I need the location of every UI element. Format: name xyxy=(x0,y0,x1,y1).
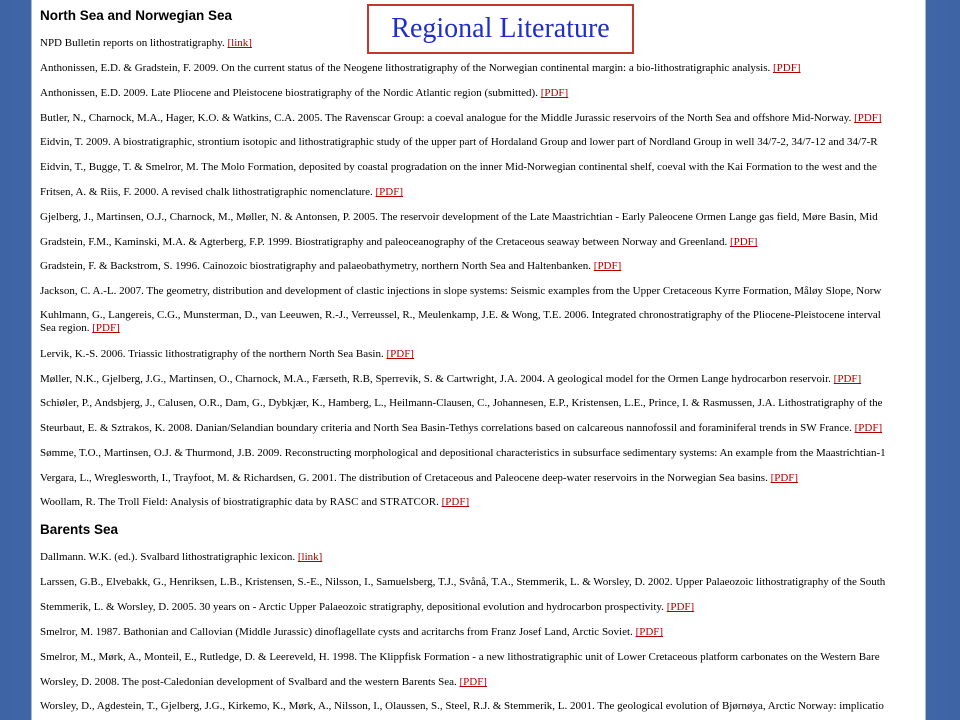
list-item: Stemmerik, L. & Worsley, D. 2005. 30 years on - Arctic Upper Palaeozoic stratigraphy, depositional evolution and hydrocarbon prospectivity. [PDF] xyxy=(40,601,695,613)
list-item: Vergara, L., Wreglesworth, I., Trayfoot, M. & Richardsen, G. 2001. The distribution of Cretaceous and Paleocene deep-water reservoirs in the Norwegian Sea basins. [PDF] xyxy=(40,472,799,484)
list-item: Gjelberg, J., Martinsen, O.J., Charnock, M., Møller, N. & Antonsen, P. 2005. The reservoir development of the Late Maastrichtian - Early Paleocene Ormen Lange gas field, Møre Basin, Mid xyxy=(40,211,878,223)
pdf-link[interactable]: [PDF] xyxy=(92,322,120,334)
list-item: Gradstein, F. & Backstrom, S. 1996. Cainozoic biostratigraphy and palaeobathymetry, northern North Sea and Haltenbanken. [PDF] xyxy=(40,260,622,272)
pdf-link[interactable]: [PDF] xyxy=(854,422,883,434)
pdf-link[interactable]: [PDF] xyxy=(459,676,487,688)
pdf-link[interactable]: [PDF] xyxy=(729,236,758,248)
list-item: Schiøler, P., Andsbjerg, J., Calusen, O.R., Dam, G., Dybkjær, K., Hamberg, L., Heilmann-Clausen, C., Johannesen, E.P., Kristensen, L.E., Prince, I. & Rasmussen, J.A. Lithostratigraphy of the xyxy=(40,397,883,409)
list-item: Woollam, R. The Troll Field: Analysis of biostratigraphic data by RASC and STRATCOR. [PDF] xyxy=(40,496,470,508)
slide-title: Regional Literature xyxy=(367,4,634,54)
list-item: Steurbaut, E. & Sztrakos, K. 2008. Danian/Selandian boundary criteria and North Sea Basin-Tethys correlations based on calcareous nannofossil and foraminiferal trends in SW France. [PDF] xyxy=(40,422,883,434)
list-item: Jackson, C. A.-L. 2007. The geometry, distribution and development of clastic injections in slope systems: Seismic examples from the Upper Cretaceous Kyrre Formation, Måløy Slope, Norw xyxy=(40,285,882,297)
pdf-link[interactable]: [PDF] xyxy=(540,87,569,99)
literature-document xyxy=(31,0,926,720)
pdf-link[interactable]: [PDF] xyxy=(593,260,622,272)
pdf-link[interactable]: [PDF] xyxy=(773,62,801,74)
list-item: Worsley, D., Agdestein, T., Gjelberg, J.G., Kirkemo, K., Mørk, A., Nilsson, I., Olaussen, S., Steel, R.J. & Stemmerik, L. 2001. The geological evolution of Bjørnøya, Arctic Norway: implicatio xyxy=(40,700,884,712)
list-item: Fritsen, A. & Riis, F. 2000. A revised chalk lithostratigraphic nomenclature. [PDF] xyxy=(40,186,404,198)
list-item: Møller, N.K., Gjelberg, J.G., Martinsen, O., Charnock, M.A., Færseth, R.B, Sperrevik, S. & Cartwright, J.A. 2004. A geological model for the Ormen Lange hydrocarbon reservoir. [PDF] xyxy=(40,373,862,385)
section-heading-north-sea: North Sea and Norwegian Sea xyxy=(40,8,233,23)
pdf-link[interactable]: [PDF] xyxy=(854,112,882,124)
list-item: Dallmann. W.K. (ed.). Svalbard lithostratigraphic lexicon. [link] xyxy=(40,551,323,563)
pdf-link[interactable]: [PDF] xyxy=(833,373,862,385)
list-item: Anthonissen, E.D. 2009. Late Pliocene and Pleistocene biostratigraphy of the Nordic Atlantic region (submitted). [PDF] xyxy=(40,87,569,99)
list-item: Worsley, D. 2008. The post-Caledonian development of Svalbard and the western Barents Sea. [PDF] xyxy=(40,676,487,688)
pdf-link[interactable]: [PDF] xyxy=(635,626,664,638)
link-button[interactable]: [link] xyxy=(227,37,252,49)
pdf-link[interactable]: [PDF] xyxy=(386,348,414,360)
list-item: Butler, N., Charnock, M.A., Hager, K.O. & Watkins, C.A. 2005. The Ravenscar Group: a coeval analogue for the Middle Jurassic reservoirs of the North Sea and offshore Mid-Norway. [PDF] xyxy=(40,112,882,124)
pdf-link[interactable]: [PDF] xyxy=(375,186,404,198)
list-item: Eidvin, T., Bugge, T. & Smelror, M. The Molo Formation, deposited by coastal progradation on the inner Mid-Norwegian continental shelf, coeval with the Kai Formation to the west and the xyxy=(40,161,877,173)
list-item: Lervik, K.-S. 2006. Triassic lithostratigraphy of the northern North Sea Basin. [PDF] xyxy=(40,348,414,360)
list-item: Eidvin, T. 2009. A biostratigraphic, strontium isotopic and lithostratigraphic study of the upper part of Hordaland Group and lower part of Nordland Group in well 34/7-2, 34/7-12 and 34/7-R xyxy=(40,136,878,148)
list-item: Larssen, G.B., Elvebakk, G., Henriksen, L.B., Kristensen, S.-E., Nilsson, I., Samuelsberg, T.J., Svånå, T.A., Stemmerik, L. & Worsley, D. 2002. Upper Palaeozoic lithostratigraphy of the South xyxy=(40,576,886,588)
section-heading-barents-sea: Barents Sea xyxy=(40,522,119,537)
link-button[interactable]: [link] xyxy=(297,551,323,563)
list-item: Sømme, T.O., Martinsen, O.J. & Thurmond, J.B. 2009. Reconstructing morphological and depositional characteristics in subsurface sedimentary systems: An example from the Maastrichtian-1 xyxy=(40,447,886,459)
pdf-link[interactable]: [PDF] xyxy=(770,472,799,484)
list-item: Kuhlmann, G., Langereis, C.G., Munsterman, D., van Leeuwen, R.-J., Verreussel, R., Meulenkamp, J.E. & Wong, T.E. 2006. Integrated chronostratigraphy of the Pliocene-Pleistocene interval Sea region. [PDF] xyxy=(40,309,881,334)
list-item: NPD Bulletin reports on lithostratigraphy. [link] xyxy=(40,37,252,49)
list-item: Smelror, M., Mørk, A., Monteil, E., Rutledge, D. & Leereveld, H. 1998. The Klippfisk Formation - a new lithostratigraphic unit of Lower Cretaceous platform carbonates on the Western Bare xyxy=(40,651,880,663)
pdf-link[interactable]: [PDF] xyxy=(441,496,470,508)
pdf-link[interactable]: [PDF] xyxy=(666,601,695,613)
list-item: Anthonissen, E.D. & Gradstein, F. 2009. On the current status of the Neogene lithostratigraphy of the Norwegian continental margin: a bio-lithostratigraphic analysis. [PDF] xyxy=(40,62,801,74)
list-item: Gradstein, F.M., Kaminski, M.A. & Agterberg, F.P. 1999. Biostratigraphy and paleoceanography of the Cretaceous seaway between Norway and Greenland. [PDF] xyxy=(40,236,758,248)
list-item: Smelror, M. 1987. Bathonian and Callovian (Middle Jurassic) dinoflagellate cysts and acritarchs from Franz Josef Land, Arctic Soviet. [PDF] xyxy=(40,626,664,638)
